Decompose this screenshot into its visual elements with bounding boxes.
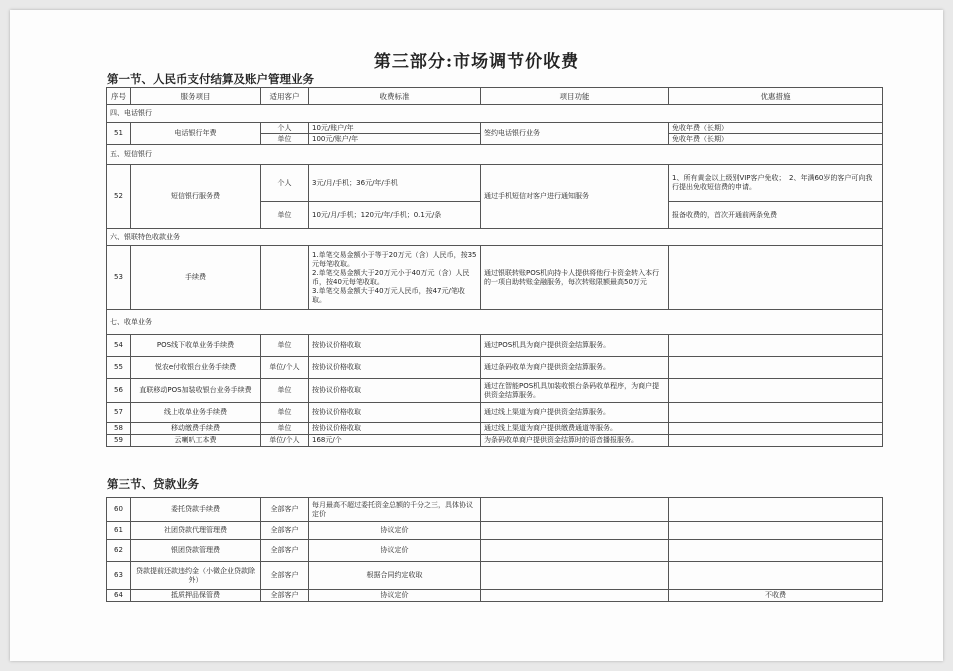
- row-standard: 10元/月/手机；120元/年/手机；0.1元/条: [309, 202, 481, 229]
- row-item: 抵质押品保管费: [131, 590, 261, 602]
- row-benefit: [669, 335, 883, 357]
- table-row: [107, 540, 883, 562]
- row-no: 64: [107, 590, 131, 602]
- row-standard: 100元/账户/年: [309, 134, 481, 145]
- table-row: [107, 590, 883, 602]
- fee-table-settlement: [106, 87, 883, 447]
- row-no: 58: [107, 423, 131, 435]
- row-customer: 全部客户: [261, 498, 309, 522]
- row-function: 为条码收单商户提供资金结算时的语音播报服务。: [481, 435, 669, 447]
- row-standard: 按协议价格收取: [309, 423, 481, 435]
- row-standard: 协议定价: [309, 540, 481, 562]
- row-no: 53: [107, 246, 131, 310]
- header-no: 序号: [107, 88, 131, 105]
- row-standard: 168元/个: [309, 435, 481, 447]
- row-standard: 按协议价格收取: [309, 379, 481, 403]
- row-benefit: [669, 423, 883, 435]
- row-no: 55: [107, 357, 131, 379]
- header-customer: 适用客户: [261, 88, 309, 105]
- table-row: [107, 357, 883, 379]
- header-function: 项目功能: [481, 88, 669, 105]
- row-standard: 按协议价格收取: [309, 403, 481, 423]
- row-benefit: 免收年费（长期）: [669, 123, 883, 134]
- group-row: [107, 310, 883, 335]
- table-row: [107, 435, 883, 447]
- row-no: 61: [107, 522, 131, 540]
- row-benefit: [669, 379, 883, 403]
- group-label: 五、短信银行: [107, 145, 883, 165]
- row-customer: 单位: [261, 423, 309, 435]
- row-standard: 每月最高不超过委托资金总额的千分之三，具体协议定价: [309, 498, 481, 522]
- row-no: 56: [107, 379, 131, 403]
- row-function: 签约电话银行业务: [481, 123, 669, 145]
- row-customer: 单位/个人: [261, 435, 309, 447]
- row-benefit: [669, 403, 883, 423]
- row-function: 通过在智能POS机具加装收银台条码收单程序，为商户提供资金结算服务。: [481, 379, 669, 403]
- row-customer: 单位: [261, 134, 309, 145]
- table-row: [107, 335, 883, 357]
- row-customer: 全部客户: [261, 540, 309, 562]
- table-row: [107, 379, 883, 403]
- row-function: [481, 590, 669, 602]
- row-standard: 按协议价格收取: [309, 335, 481, 357]
- row-customer: 全部客户: [261, 590, 309, 602]
- table-row: [107, 165, 883, 202]
- row-benefit: [669, 522, 883, 540]
- row-function: 通过POS机具为商户提供资金结算服务。: [481, 335, 669, 357]
- row-customer: 单位: [261, 379, 309, 403]
- group-row: [107, 145, 883, 165]
- header-item: 服务项目: [131, 88, 261, 105]
- row-function: [481, 498, 669, 522]
- row-standard: 10元/账户/年: [309, 123, 481, 134]
- table-row: [107, 562, 883, 590]
- page-title: 第三部分:市场调节价收费: [373, 52, 580, 72]
- table-row: [107, 246, 883, 310]
- row-benefit: 1、所有黄金以上级别VIP客户免收； 2、年满60岁的客户可向我行提出免收短信费的申请。: [669, 165, 883, 202]
- row-customer: 单位: [261, 202, 309, 229]
- row-customer: 单位/个人: [261, 357, 309, 379]
- row-item: 委托贷款手续费: [131, 498, 261, 522]
- row-standard: 协议定价: [309, 590, 481, 602]
- row-no: 51: [107, 123, 131, 145]
- row-no: 52: [107, 165, 131, 229]
- row-no: 57: [107, 403, 131, 423]
- row-item: 手续费: [131, 246, 261, 310]
- header-benefit: 优惠措施: [669, 88, 883, 105]
- row-standard: 按协议价格收取: [309, 357, 481, 379]
- row-item: 贷款提前还款违约金（小微企业贷款除外）: [131, 562, 261, 590]
- row-benefit: 不收费: [669, 590, 883, 602]
- row-function: 通过手机短信对客户进行通知服务: [481, 165, 669, 229]
- row-function: [481, 540, 669, 562]
- row-benefit: [669, 562, 883, 590]
- row-customer: 个人: [261, 123, 309, 134]
- row-customer: 单位: [261, 403, 309, 423]
- row-standard: 3元/月/手机；36元/年/手机: [309, 165, 481, 202]
- row-benefit: [669, 246, 883, 310]
- row-customer: 全部客户: [261, 562, 309, 590]
- table-row: [107, 123, 883, 134]
- row-item: 移动缴费手续费: [131, 423, 261, 435]
- row-benefit: 报备收费的，首次开通前两条免费: [669, 202, 883, 229]
- table-row: [107, 423, 883, 435]
- row-item: POS线下收单业务手续费: [131, 335, 261, 357]
- table-row: [107, 498, 883, 522]
- row-function: [481, 562, 669, 590]
- row-benefit: 免收年费（长期）: [669, 134, 883, 145]
- group-row: [107, 229, 883, 246]
- row-standard: 1.单笔交易金额小于等于20万元（含）人民币，按35元每笔收取。 2.单笔交易金额大于20万元小于40万元（含）人民币，按40元每笔收取。 3.单笔交易金额大于40万元人民币，按47元/笔收取。: [309, 246, 481, 310]
- row-function: 通过线上渠道为商户提供缴费通道等服务。: [481, 423, 669, 435]
- row-standard: 协议定价: [309, 522, 481, 540]
- document-page: [10, 10, 943, 661]
- row-no: 63: [107, 562, 131, 590]
- row-function: 通过条码收单为商户提供资金结算服务。: [481, 357, 669, 379]
- group-label: 七、收单业务: [107, 310, 883, 335]
- row-no: 62: [107, 540, 131, 562]
- row-no: 54: [107, 335, 131, 357]
- row-item: 银团贷款管理费: [131, 540, 261, 562]
- row-item: 短信银行服务费: [131, 165, 261, 229]
- row-benefit: [669, 540, 883, 562]
- row-item: 直联移动POS加装收银台业务手续费: [131, 379, 261, 403]
- row-benefit: [669, 435, 883, 447]
- section-heading-3: 第三节、贷款业务: [107, 477, 199, 491]
- row-benefit: [669, 498, 883, 522]
- row-customer: 单位: [261, 335, 309, 357]
- row-item: 线上收单业务手续费: [131, 403, 261, 423]
- row-item: 悦农e付收银台业务手续费: [131, 357, 261, 379]
- section-heading-1: 第一节、人民币支付结算及账户管理业务: [107, 72, 314, 86]
- fee-table-loans: [106, 497, 883, 602]
- group-label: 四、电话银行: [107, 105, 883, 123]
- row-no: 60: [107, 498, 131, 522]
- row-function: 通过线上渠道为商户提供资金结算服务。: [481, 403, 669, 423]
- row-customer: 全部客户: [261, 522, 309, 540]
- row-item: 云喇叭工本费: [131, 435, 261, 447]
- row-function: [481, 522, 669, 540]
- table-row: [107, 403, 883, 423]
- row-benefit: [669, 357, 883, 379]
- row-customer: [261, 246, 309, 310]
- row-standard: 根据合同约定收取: [309, 562, 481, 590]
- table-row: [107, 522, 883, 540]
- table-header-row: [107, 88, 883, 105]
- group-row: [107, 105, 883, 123]
- row-item: 社团贷款代理管理费: [131, 522, 261, 540]
- row-function: 通过银联转账POS机向持卡人提供将他行卡资金转入本行的一项自助转账金融服务，每次转账限额最高50万元: [481, 246, 669, 310]
- row-customer: 个人: [261, 165, 309, 202]
- group-label: 六、银联特色收款业务: [107, 229, 883, 246]
- row-item: 电话银行年费: [131, 123, 261, 145]
- row-no: 59: [107, 435, 131, 447]
- header-standard: 收费标准: [309, 88, 481, 105]
